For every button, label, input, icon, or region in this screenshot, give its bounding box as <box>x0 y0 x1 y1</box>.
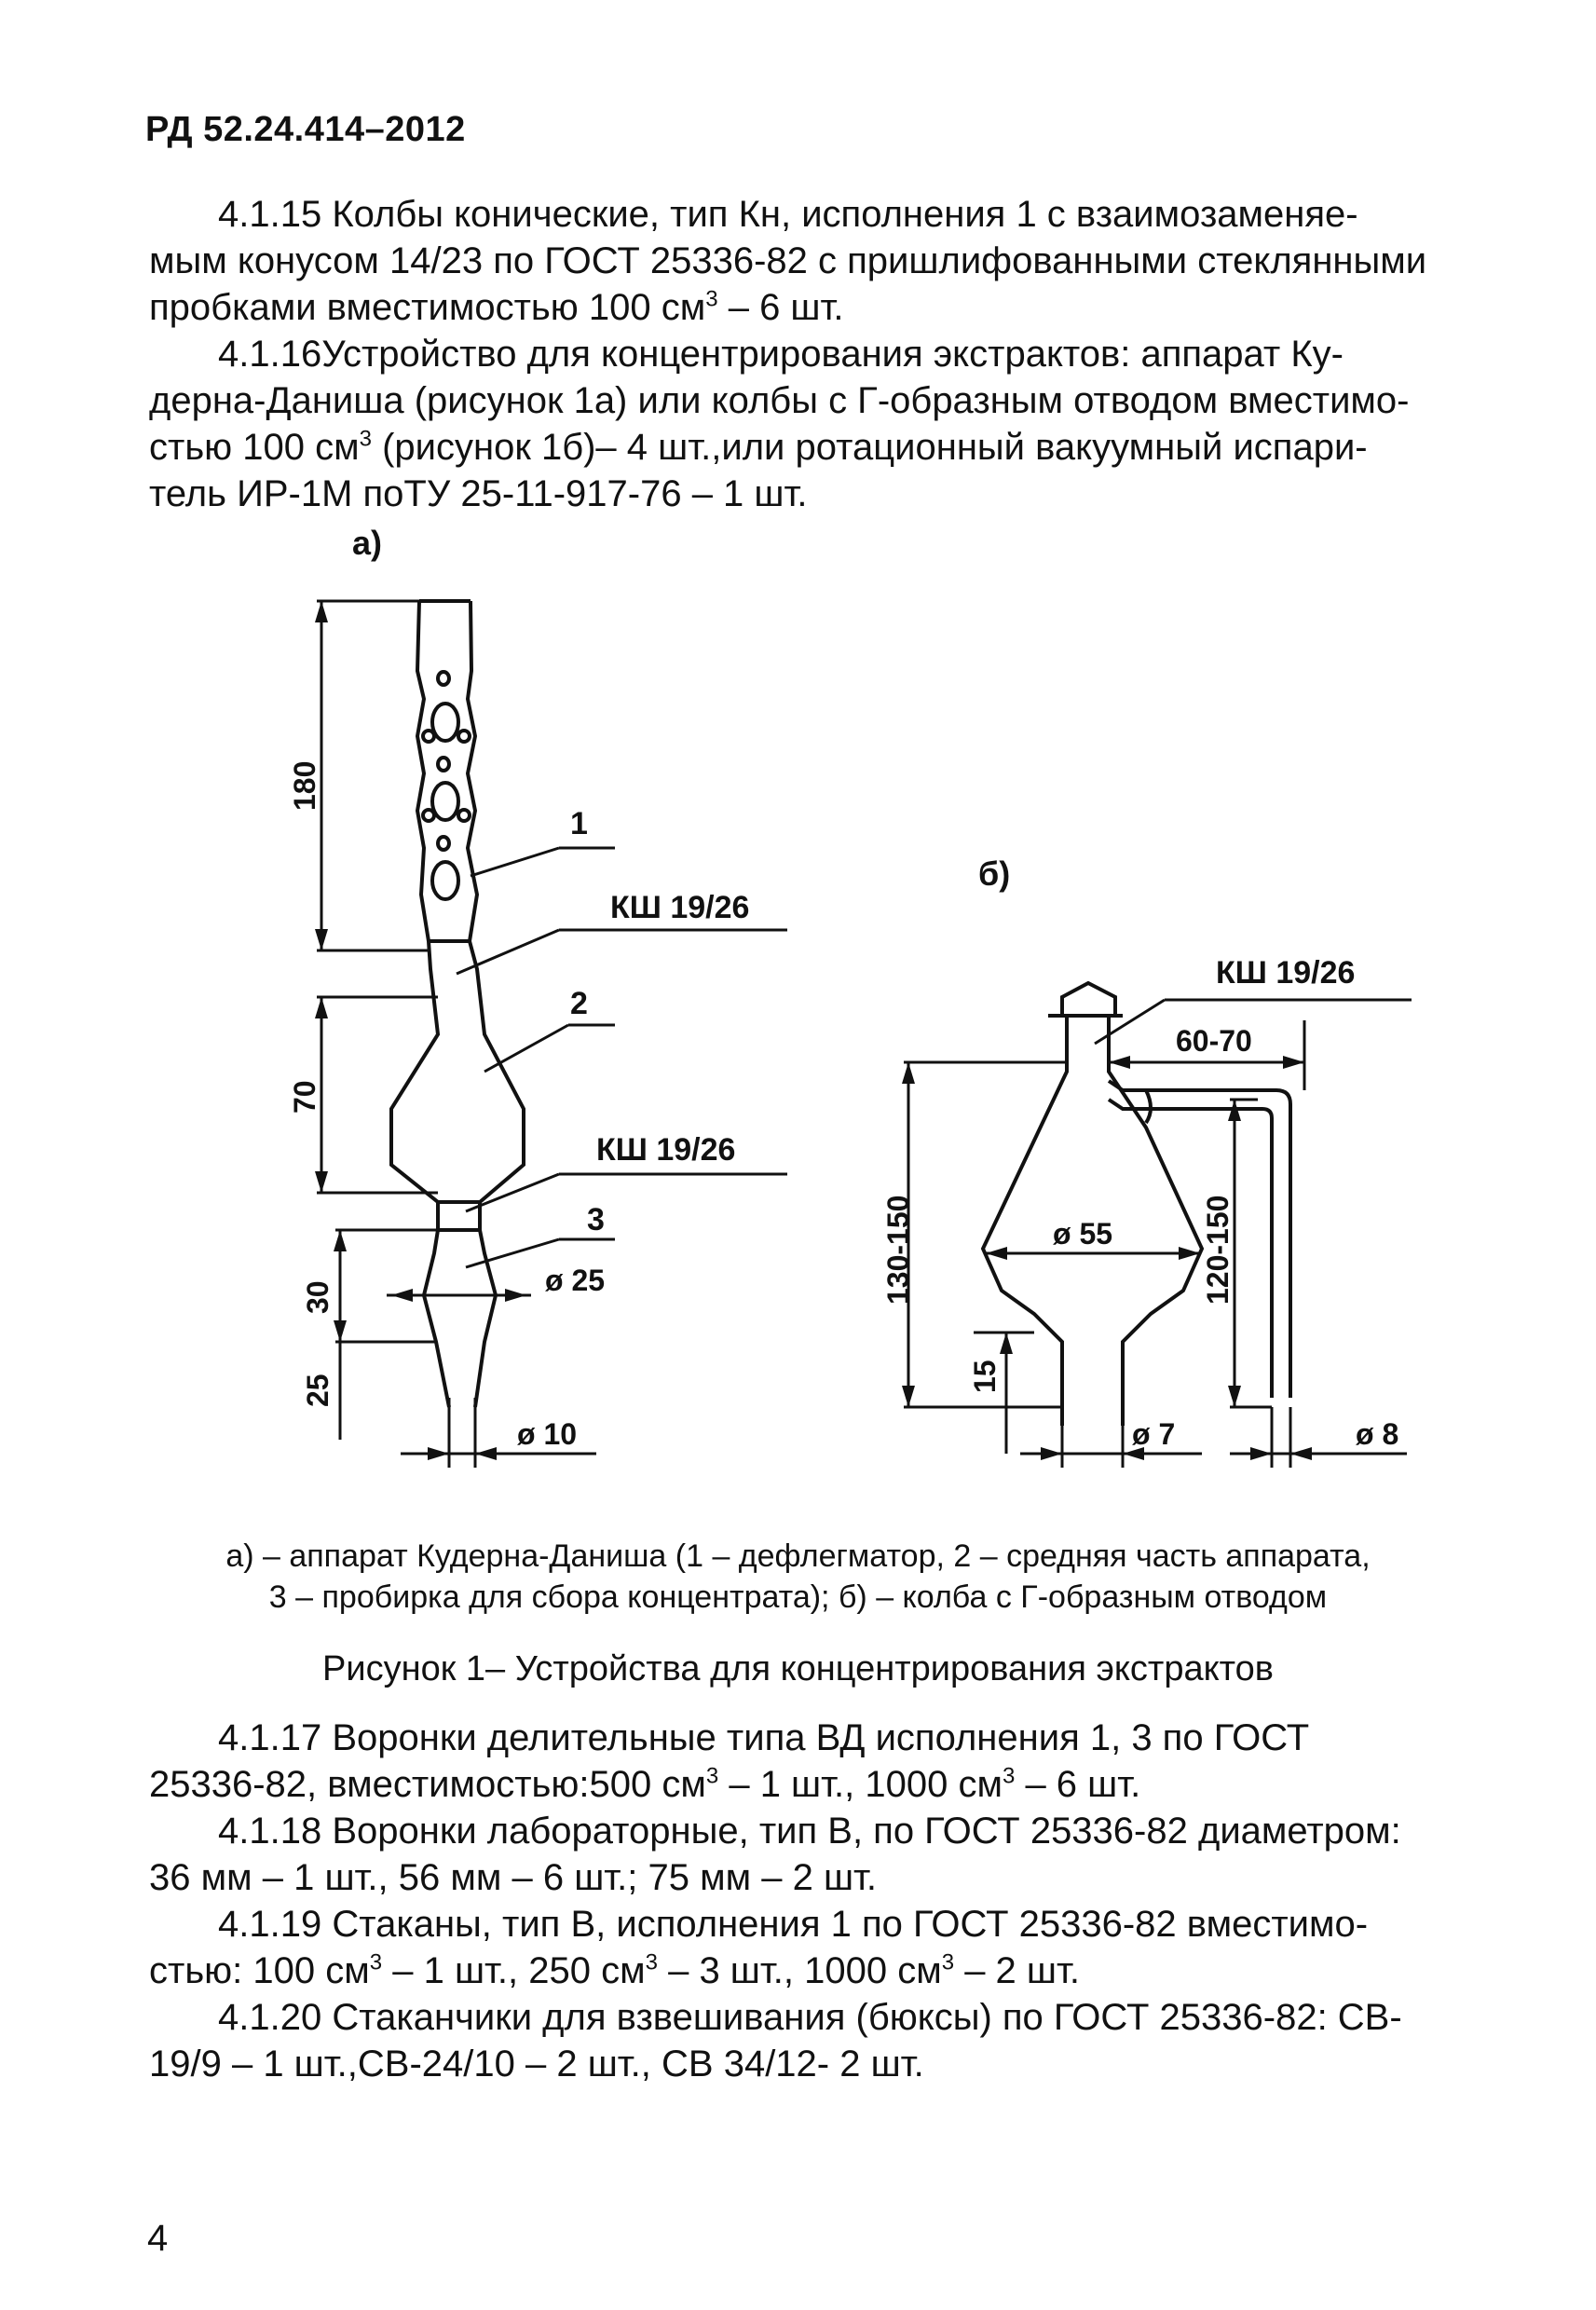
superscript: 3 <box>705 1763 719 1789</box>
arrowhead <box>902 1386 915 1407</box>
dephlegmator-bulb <box>438 758 449 771</box>
arrowhead <box>428 1447 449 1460</box>
text-line: 4.1.16Устройство для концентрирования экстрактов: аппарат Ку- <box>218 334 1344 375</box>
arrowhead <box>334 1230 347 1251</box>
leader-joint-bottom <box>466 1174 559 1211</box>
part-label-2: 2 <box>570 986 588 1021</box>
text-line: тель ИР-1М поТУ 25-11-917-76 – 1 шт. <box>149 473 808 514</box>
page-number: 4 <box>147 2218 169 2259</box>
diameter-label-55: ø 55 <box>1053 1217 1113 1251</box>
text-fragment: – 1 шт., 250 см <box>382 1950 646 1991</box>
arrowhead <box>1228 1386 1241 1407</box>
leader-2 <box>484 1025 568 1072</box>
superscript: 3 <box>645 1949 658 1975</box>
joint-label-bottom: КШ 19/26 <box>596 1132 736 1168</box>
text-line: 4.1.17 Воронки делительные типа ВД исполнения 1, 3 по ГОСТ <box>218 1717 1310 1758</box>
side-arm-junction <box>1146 1090 1151 1123</box>
arrowhead <box>315 601 328 622</box>
apparatus-right-outline <box>468 601 524 1407</box>
text-line: 36 мм – 1 шт., 56 мм – 6 шт.; 75 мм – 2 шт. <box>149 1857 878 1898</box>
text-fragment: стью 100 см <box>149 427 360 468</box>
apparatus-left-outline <box>391 601 449 1407</box>
text-fragment: (рисунок 1б)– 4 шт.,или ротационный вакуумный испари- <box>371 427 1368 468</box>
superscript: 3 <box>941 1949 955 1975</box>
arrowhead <box>334 1320 347 1342</box>
arrowhead <box>1283 1056 1304 1069</box>
arrowhead <box>1290 1447 1312 1460</box>
dim-label-130-150: 130-150 <box>881 1195 915 1305</box>
figure-title: Рисунок 1– Устройства для концентрирования экстрактов <box>322 1649 1274 1688</box>
apparatus-dimension-labels <box>288 761 749 1451</box>
superscript: 3 <box>359 426 372 452</box>
flask-dimension-labels <box>881 955 1398 1451</box>
arrowhead <box>391 1289 413 1302</box>
text-fragment: 25336-82, вместимостью:500 см <box>149 1764 706 1805</box>
apparatus-arrows <box>315 601 526 1460</box>
diameter-label-7: ø 7 <box>1132 1417 1176 1451</box>
text-fragment: – 2 шт. <box>954 1950 1080 1991</box>
dephlegmator-hole <box>458 810 470 821</box>
paragraph-4-1-20 <box>149 1994 1472 2087</box>
diameter-label-25: ø 25 <box>545 1264 606 1297</box>
side-arm-inner <box>1109 1100 1272 1398</box>
text-fragment: – 3 шт., 1000 см <box>657 1950 942 1991</box>
kuderna-danish-apparatus <box>391 601 524 1407</box>
dim-label-30: 30 <box>301 1280 334 1314</box>
dephlegmator-hole <box>458 731 470 742</box>
text-line <box>149 1761 1472 1808</box>
leader-joint-b <box>1095 1000 1165 1044</box>
superscript: 3 <box>705 286 718 312</box>
dephlegmator-hole <box>423 731 434 742</box>
flask-right-outline <box>1109 1016 1202 1426</box>
superscript: 3 <box>369 1949 383 1975</box>
text-fragment: – 6 шт. <box>717 287 844 328</box>
flask-arrows <box>902 1056 1312 1460</box>
arrowhead <box>475 1447 497 1460</box>
diameter-label-8: ø 8 <box>1356 1417 1399 1451</box>
arrowhead <box>1000 1333 1013 1354</box>
text-line: дерна-Даниша (рисунок 1а) или колбы с Г-образным отводом вместимо- <box>149 380 1410 421</box>
figure-label-b: б) <box>978 854 1011 893</box>
dephlegmator-bulb <box>432 783 458 820</box>
arrowhead <box>315 929 328 950</box>
dephlegmator-bulb <box>432 862 458 899</box>
text-fragment: – 1 шт., 1000 см <box>718 1764 1003 1805</box>
document-header-id: РД 52.24.414–2012 <box>145 110 466 149</box>
dim-label-70: 70 <box>288 1080 321 1114</box>
arrowhead <box>315 997 328 1018</box>
text-line <box>149 1948 1472 1994</box>
text-line: мым конусом 14/23 по ГОСТ 25336-82 с пришлифованными стеклянными <box>149 240 1427 281</box>
dim-label-180: 180 <box>288 760 321 811</box>
dim-label-60-70: 60-70 <box>1176 1024 1252 1058</box>
text-line: 4.1.18 Воронки лабораторные, тип В, по ГОСТ 25336-82 диаметром: <box>218 1811 1401 1852</box>
arrowhead <box>1041 1447 1062 1460</box>
dim-label-25: 25 <box>301 1374 334 1407</box>
dephlegmator-bulb <box>438 837 449 850</box>
arrowhead <box>1109 1056 1130 1069</box>
leader-1 <box>471 848 559 876</box>
part-label-3: 3 <box>587 1202 605 1237</box>
superscript: 3 <box>1002 1763 1016 1789</box>
apparatus-dimensions <box>317 601 787 1468</box>
dephlegmator-hole <box>423 810 434 821</box>
diameter-label-10: ø 10 <box>517 1417 578 1451</box>
dephlegmator-bulb <box>432 704 458 741</box>
figure-caption <box>0 1536 1596 1618</box>
text-line: 4.1.20 Стаканчики для взвешивания (бюксы) по ГОСТ 25336-82: СВ- <box>218 1997 1402 2038</box>
text-line: 4.1.19 Стаканы, тип В, исполнения 1 по ГОСТ 25336-82 вместимо- <box>218 1904 1369 1945</box>
joint-label-top: КШ 19/26 <box>610 890 750 925</box>
paragraph-4-1-19 <box>149 1901 1472 1994</box>
dephlegmator-bulb <box>438 672 449 685</box>
arrowhead <box>505 1289 526 1302</box>
text-line: 19/9 – 1 шт.,СВ-24/10 – 2 шт., СВ 34/12- 2 шт. <box>149 2043 924 2084</box>
joint-label-b: КШ 19/26 <box>1216 955 1356 991</box>
text-fragment: – 6 шт. <box>1015 1764 1141 1805</box>
flask-dimensions <box>904 1000 1412 1468</box>
arrowhead <box>902 1062 915 1084</box>
text-line: 4.1.15 Колбы конические, тип Кн, исполнения 1 с взаимозаменяе- <box>218 194 1358 235</box>
dim-label-15: 15 <box>968 1360 1002 1393</box>
paragraph-4-1-17 <box>149 1715 1472 1808</box>
caption-line: 3 – пробирка для сбора концентрата); б) – колба с Г-образным отводом <box>268 1579 1328 1615</box>
text-fragment: пробками вместимостью 100 см <box>149 287 706 328</box>
text-fragment: стью: 100 см <box>149 1950 370 1991</box>
arrowhead <box>315 1171 328 1193</box>
dim-label-120-150: 120-150 <box>1201 1195 1235 1305</box>
part-label-1: 1 <box>570 806 588 841</box>
caption-line: а) – аппарат Кудерна-Даниша (1 – дефлегматор, 2 – средняя часть аппарата, <box>225 1538 1371 1574</box>
flask-stopper <box>1062 983 1115 1016</box>
paragraph-4-1-18 <box>149 1808 1472 1901</box>
figure-label-a: а) <box>352 524 383 562</box>
arrowhead <box>1250 1447 1272 1460</box>
